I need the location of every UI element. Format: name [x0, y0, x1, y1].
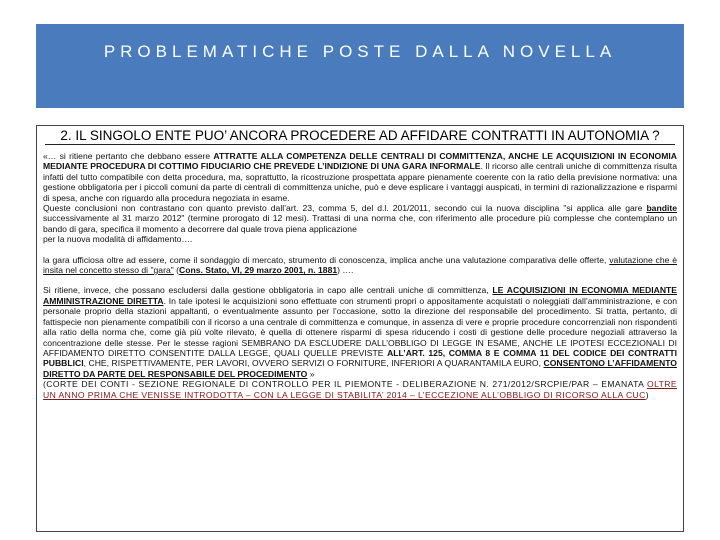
body-text — [37, 145, 683, 400]
source-highlight: OLTRE UN ANNO PRIMA CHE VENISSE INTRODOTTA – CON LA LEGGE DI STABILITA’ 2014 – L’ECCEZIONE ALL’OBBLIGO DI RICORSO ALLA CUC — [43, 379, 677, 400]
p4-underlined: valutazione che è insita nel concetto stesso di "gara" — [43, 254, 678, 276]
p5-emphasis-3: CONSENTONO L’AFFIDAMENTO DIRETTO DA PARTE DEL RESPONSABILE DEL PROCEDIMENTO — [43, 358, 677, 379]
paragraph-5 — [43, 285, 677, 379]
source-note — [43, 379, 677, 400]
p4-paren-open: ( — [173, 265, 180, 276]
p5-body-2: , CHE, RISPETTIVAMENTE, PER LAVORI, OVVERO SERVIZI O FORNITURE, INFERIORI A QUARANTAMILA EURO, — [83, 358, 544, 369]
p4-intro: la gara ufficiosa oltre ad essere, come il sondaggio di mercato, strumento di conoscenza, implica anche una valutazione comparativa delle offerte, — [43, 254, 610, 265]
paragraph-3: per la nuova modalità di affidamento…. — [43, 234, 193, 245]
p1-emphasis: ATTRATTE ALLA COMPETENZA DELLE CENTRALI DI COMMITTENZA, ANCHE LE ACQUISIZIONI IN ECONOMIA MEDIANTE PROCEDURA DI COTTIMO FIDUCIARIO CHE PREVEDE L’INDIZIONE DI UNA GARA INFORMALE — [43, 151, 677, 172]
p5-emphasis-2: ALL’ART. 125, COMMA 8 E COMMA 11 DEL CODICE DEI CONTRATTI PUBBLICI — [43, 347, 677, 369]
p2-rest: successivamente al 31 marzo 2012" (termine prorogato di 12 mesi). Trattasi di una norma che, con riferimento alle procedure più complesse che contemplano un bando di gara, specifica il momento a decorrere dal quale trova piena applicazione — [43, 213, 677, 234]
p5-emphasis-1: LE ACQUISIZIONI IN ECONOMIA MEDIANTE AMMINISTRAZIONE DIRETTA — [43, 285, 678, 306]
paragraph-2 — [43, 203, 677, 234]
paragraph-4 — [43, 255, 677, 276]
p2-keyword: bandite — [646, 203, 677, 214]
content-box — [36, 125, 684, 532]
source-intro: (CORTE DEI CONTI - SEZIONE REGIONALE DI CONTROLLO PER IL PIEMONTE - DELIBERAZIONE N. 271/2012/SRCPIE/PAR – EMANATA — [43, 379, 647, 390]
paragraph-1 — [43, 151, 677, 203]
p4-citation: Cons. Stato, VI, 29 marzo 2001, n. 1881 — [179, 265, 338, 276]
p2-intro: Queste conclusioni non contrastano con quanto previsto dall’art. 23, comma 5, del d.l. 201/2011, secondo cui la nuova disciplina "si applica alle gare — [43, 203, 647, 214]
p5-body: . In tale ipotesi le acquisizioni sono effettuate con strumenti propri o appositamente acquistati o noleggiati dall’amministrazione, e con personale proprio della stazioni appaltanti, o eventualmente assunto per l’occasione, sotto la direzione del responsabile del procedimento. Si tratta, pertanto, di fattispecie non pienamente compatibili con il ricorso a una centrale di committenza e comunque, in assenza di vere e proprie procedure concorrenziali non rispondenti alla ratio della norma che, come già più volte rilevato, è quella di ottenere risparmi di spesa riducendo i costi di gestione delle procedure negoziali attraverso la concentrazione delle stesse. Per le stesse ragioni SEMBRANO DA ESCLUDERE DALL’OBBLIGO DI LEGGE IN ESAME, ANCHE LE IPOTESI ECCEZIONALI DI AFFIDAMENTO DIRETTO CONSENTITE DALLA LEGGE, QUALI QUELLE PREVISTE — [43, 295, 677, 358]
p1-rest: . Il ricorso alle centrali uniche di committenza risulta infatti del tutto compatibile con detta procedura, ma, soprattutto, la ricostruzione prospettata appare pienamente coerente con la ratio della previsione normativa: una gestione obbligatoria per i piccoli comuni da parte di centrali di committenza uniche, può e deve esplicare i vantaggi auspicati, in termini di razionalizzazione e risparmi di spesa, anche con riguardo alla procedura negoziata in esame. — [43, 161, 677, 203]
p5-intro: Si ritiene, invece, che possano escludersi dalla gestione obbligatoria in capo alle centrali uniche di committenza, — [43, 285, 493, 296]
section-heading: 2. IL SINGOLO ENTE PUO’ ANCORA PROCEDERE AD AFFIDARE CONTRATTI IN AUTONOMIA ? — [45, 129, 675, 145]
p1-intro: «… si ritiene pertanto che debbano essere — [43, 151, 214, 161]
title-banner — [36, 24, 684, 108]
p5-end: » — [307, 368, 315, 379]
p4-end: ) …. — [337, 265, 354, 276]
source-end: ) — [645, 389, 650, 400]
slide-title: PROBLEMATICHE POSTE DALLA NOVELLA — [103, 42, 617, 61]
